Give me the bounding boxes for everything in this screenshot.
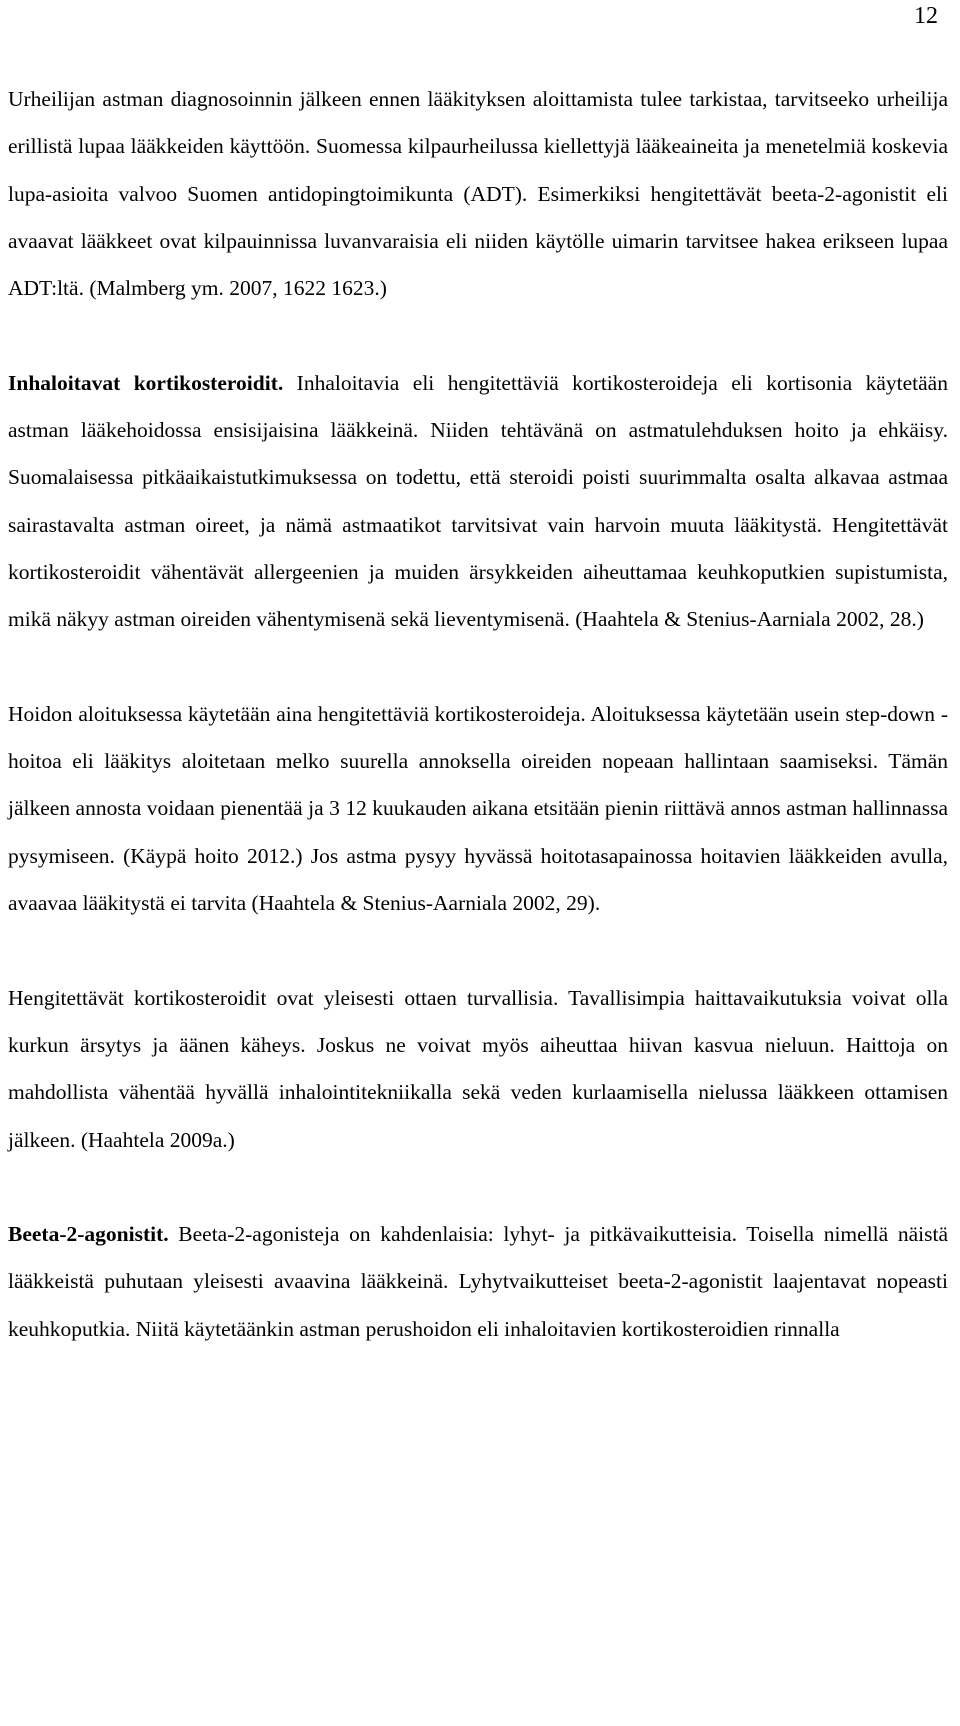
paragraph-5	[8, 1211, 948, 1353]
section-heading-inhaled-corticosteroids: Inhaloitavat kortikosteroidit.	[8, 370, 284, 395]
document-body	[8, 76, 948, 1353]
paragraph-4-text: Hengitettävät kortikosteroidit ovat yleisesti ottaen turvallisia. Tavallisimpia haittavaikutuksia voivat olla kurkun ärsytys ja äänen käheys. Joskus ne voivat myös aiheuttaa hiivan kasvua nieluun. Haittoja on mahdollista vähentää hyvällä inhalointitekniikalla sekä veden kurlaamisella nielussa lääkkeen ottamisen jälkeen. (Haahtela 2009a.)	[8, 985, 948, 1152]
section-heading-beta-2-agonists: Beeta-2-agonistit.	[8, 1222, 169, 1247]
paragraph-4	[8, 975, 948, 1164]
paragraph-2-text: Inhaloitavia eli hengitettäviä kortikosteroideja eli kortisonia käytetään astman lääkehoidossa ensisijaisina lääkkeinä. Niiden tehtävänä on astmatulehduksen hoito ja ehkäisy. Suomalaisessa pitkäaikaistutkimuksessa on todettu, että steroidi poisti suurimmalta osalta alkavaa astmaa sairastavalta astman oireet, ja nämä astmaatikot tarvitsivat vain harvoin muuta lääkitystä. Hengitettävät kortikosteroidit vähentävät allergeenien ja muiden ärsykkeiden aiheuttamaa keuhkoputkien supistumista, mikä näkyy astman oireiden vähentymisenä sekä lieventymisenä. (Haahtela & Stenius-Aarniala 2002, 28.)	[8, 370, 948, 632]
paragraph-1	[8, 76, 948, 312]
paragraph-1-text: Urheilijan astman diagnosoinnin jälkeen ennen lääkityksen aloittamista tulee tarkistaa, tarvitseeko urheilija erillistä lupaa lääkkeiden käyttöön. Suomessa kilpaurheilussa kiellettyjä lääkeaineita ja menetelmiä koskevia lupa-asioita valvoo Suomen antidopingtoimikunta (ADT). Esimerkiksi hengitettävät beeta-2-agonistit eli avaavat lääkkeet ovat kilpauinnissa luvanvaraisia eli niiden käytölle uimarin tarvitsee hakea erikseen lupaa ADT:ltä. (Malmberg ym. 2007, 1622 1623.)	[8, 87, 948, 301]
paragraph-3-text: Hoidon aloituksessa käytetään aina hengitettäviä kortikosteroideja. Aloituksessa käytetään usein step-down -hoitoa eli lääkitys aloitetaan melko suurella annoksella oireiden nopeaan hallintaan saamiseksi. Tämän jälkeen annosta voidaan pienentää ja 3 12 kuukauden aikana etsitään pienin riittävä annos astman hallinnassa pysymiseen. (Käypä hoito 2012.) Jos astma pysyy hyvässä hoitotasapainossa hoitavien lääkkeiden avulla, avaavaa lääkitystä ei tarvita (Haahtela & Stenius-Aarniala 2002, 29).	[8, 701, 948, 916]
paragraph-5-text: Beeta-2-agonisteja on kahdenlaisia: lyhyt- ja pitkävaikutteisia. Toisella nimellä näistä lääkkeistä puhutaan yleisesti avaavina lääkkeinä. Lyhytvaikutteiset beeta-2-agonistit laajentavat nopeasti keuhkoputkia. Niitä käytetäänkin astman perushoidon eli inhaloitavien kortikosteroidien rinnalla	[8, 1222, 948, 1341]
paragraph-3	[8, 691, 948, 927]
paragraph-2	[8, 360, 948, 644]
page-number: 12	[914, 3, 938, 29]
